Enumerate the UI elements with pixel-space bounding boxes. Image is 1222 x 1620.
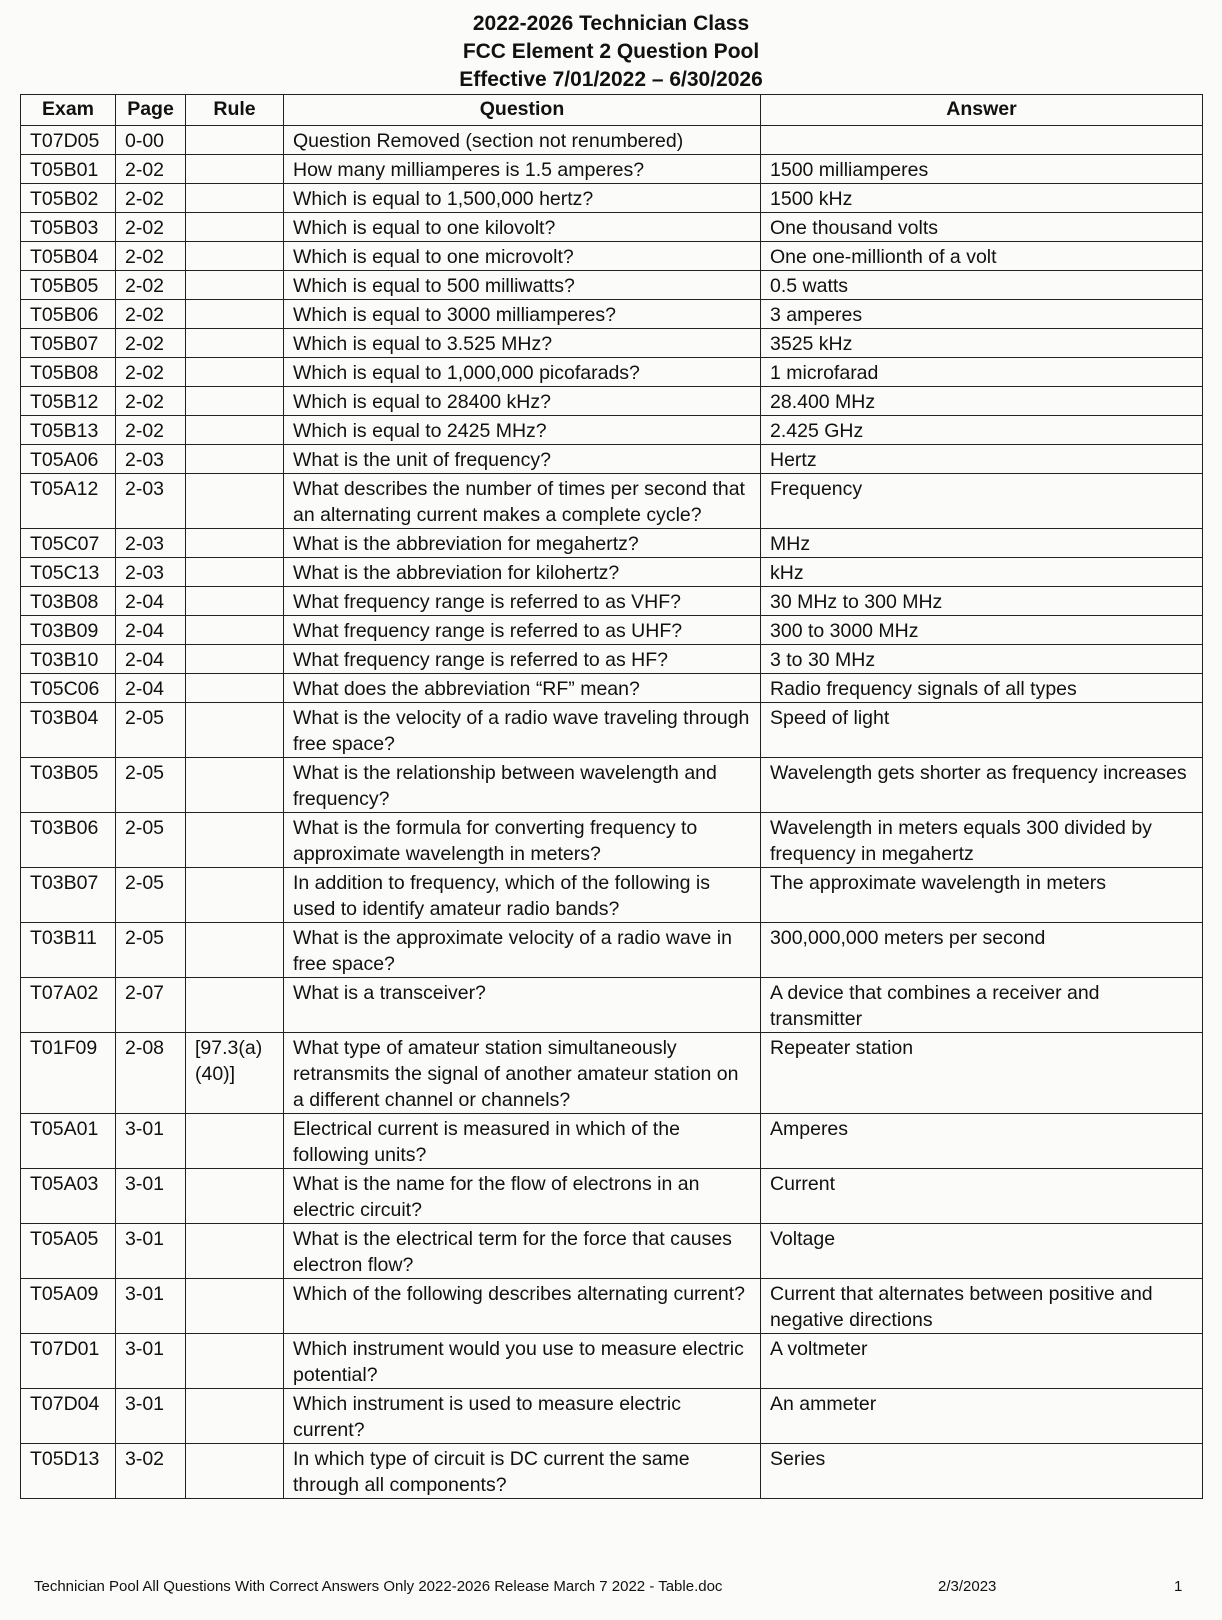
cell-exam: T05A12 bbox=[21, 474, 116, 529]
cell-page: 3-02 bbox=[116, 1444, 186, 1499]
cell-rule bbox=[186, 155, 284, 184]
cell-rule bbox=[186, 529, 284, 558]
header-title: 2022-2026 Technician Class bbox=[472, 12, 750, 35]
cell-answer: 1500 kHz bbox=[761, 184, 1203, 213]
header-effective-dates: Effective 7/01/2022 – 6/30/2026 bbox=[459, 68, 763, 91]
cell-rule bbox=[186, 300, 284, 329]
cell-exam: T03B09 bbox=[21, 616, 116, 645]
cell-exam: T05A05 bbox=[21, 1224, 116, 1279]
cell-question: Which is equal to one microvolt? bbox=[284, 242, 761, 271]
cell-rule bbox=[186, 242, 284, 271]
cell-page: 2-07 bbox=[116, 978, 186, 1033]
cell-exam: T05B03 bbox=[21, 213, 116, 242]
table-row bbox=[21, 1169, 1203, 1224]
cell-exam: T05C13 bbox=[21, 558, 116, 587]
cell-rule bbox=[186, 616, 284, 645]
cell-page: 2-05 bbox=[116, 923, 186, 978]
footer-document-name: Technician Pool All Questions With Correct Answers Only 2022-2026 Release March 7 2022 - Table.doc bbox=[34, 1578, 723, 1595]
cell-question: What is the unit of frequency? bbox=[284, 445, 761, 474]
cell-answer: 1500 milliamperes bbox=[761, 155, 1203, 184]
cell-rule bbox=[186, 213, 284, 242]
cell-question: Which is equal to 3000 milliamperes? bbox=[284, 300, 761, 329]
cell-rule bbox=[186, 184, 284, 213]
table-row bbox=[21, 155, 1203, 184]
cell-page: 2-02 bbox=[116, 329, 186, 358]
cell-exam: T05B08 bbox=[21, 358, 116, 387]
cell-answer: An ammeter bbox=[761, 1389, 1203, 1444]
table-row bbox=[21, 1224, 1203, 1279]
cell-exam: T05D13 bbox=[21, 1444, 116, 1499]
question-pool-table bbox=[20, 94, 1203, 1499]
cell-answer: The approximate wavelength in meters bbox=[761, 868, 1203, 923]
cell-exam: T07D01 bbox=[21, 1334, 116, 1389]
cell-answer: 1 microfarad bbox=[761, 358, 1203, 387]
cell-question: How many milliamperes is 1.5 amperes? bbox=[284, 155, 761, 184]
cell-question: Which is equal to 500 milliwatts? bbox=[284, 271, 761, 300]
cell-question: Question Removed (section not renumbered) bbox=[284, 126, 761, 155]
cell-page: 3-01 bbox=[116, 1114, 186, 1169]
cell-question: Electrical current is measured in which of the following units? bbox=[284, 1114, 761, 1169]
cell-exam: T05B02 bbox=[21, 184, 116, 213]
cell-page: 2-03 bbox=[116, 445, 186, 474]
cell-exam: T05B05 bbox=[21, 271, 116, 300]
cell-answer: 3525 kHz bbox=[761, 329, 1203, 358]
cell-answer: One one-millionth of a volt bbox=[761, 242, 1203, 271]
table-row bbox=[21, 703, 1203, 758]
cell-page: 2-03 bbox=[116, 558, 186, 587]
cell-rule bbox=[186, 1334, 284, 1389]
cell-exam: T03B10 bbox=[21, 645, 116, 674]
cell-page: 2-04 bbox=[116, 616, 186, 645]
cell-question: What is the electrical term for the force that causes electron flow? bbox=[284, 1224, 761, 1279]
cell-question: In which type of circuit is DC current the same through all components? bbox=[284, 1444, 761, 1499]
table-row bbox=[21, 184, 1203, 213]
table-row bbox=[21, 674, 1203, 703]
cell-exam: T07A02 bbox=[21, 978, 116, 1033]
cell-rule bbox=[186, 126, 284, 155]
cell-exam: T03B05 bbox=[21, 758, 116, 813]
cell-answer: 3 to 30 MHz bbox=[761, 645, 1203, 674]
cell-page: 2-02 bbox=[116, 155, 186, 184]
cell-rule bbox=[186, 703, 284, 758]
cell-page: 2-02 bbox=[116, 358, 186, 387]
cell-exam: T05A06 bbox=[21, 445, 116, 474]
column-header-page: Page bbox=[116, 95, 186, 126]
table-row bbox=[21, 271, 1203, 300]
cell-page: 2-05 bbox=[116, 758, 186, 813]
cell-exam: T05A03 bbox=[21, 1169, 116, 1224]
table-row bbox=[21, 758, 1203, 813]
cell-question: What does the abbreviation “RF” mean? bbox=[284, 674, 761, 703]
table-row bbox=[21, 474, 1203, 529]
cell-rule bbox=[186, 813, 284, 868]
cell-rule bbox=[186, 387, 284, 416]
table-row bbox=[21, 445, 1203, 474]
cell-question: Which is equal to 1,500,000 hertz? bbox=[284, 184, 761, 213]
cell-exam: T07D04 bbox=[21, 1389, 116, 1444]
table-row bbox=[21, 1279, 1203, 1334]
cell-answer: 2.425 GHz bbox=[761, 416, 1203, 445]
cell-page: 2-02 bbox=[116, 387, 186, 416]
cell-exam: T03B08 bbox=[21, 587, 116, 616]
cell-answer: A device that combines a receiver and transmitter bbox=[761, 978, 1203, 1033]
cell-page: 2-08 bbox=[116, 1033, 186, 1114]
table-row bbox=[21, 416, 1203, 445]
cell-rule bbox=[186, 1389, 284, 1444]
table-row bbox=[21, 242, 1203, 271]
cell-answer: Speed of light bbox=[761, 703, 1203, 758]
table-row bbox=[21, 1033, 1203, 1114]
cell-exam: T05B07 bbox=[21, 329, 116, 358]
cell-exam: T05B04 bbox=[21, 242, 116, 271]
cell-exam: T05C06 bbox=[21, 674, 116, 703]
cell-rule bbox=[186, 1224, 284, 1279]
cell-rule bbox=[186, 271, 284, 300]
cell-question: In addition to frequency, which of the following is used to identify amateur radio bands? bbox=[284, 868, 761, 923]
cell-answer: Series bbox=[761, 1444, 1203, 1499]
cell-answer: One thousand volts bbox=[761, 213, 1203, 242]
cell-rule bbox=[186, 329, 284, 358]
table-row bbox=[21, 126, 1203, 155]
cell-page: 2-02 bbox=[116, 300, 186, 329]
cell-question: What frequency range is referred to as VHF? bbox=[284, 587, 761, 616]
cell-exam: T07D05 bbox=[21, 126, 116, 155]
cell-rule bbox=[186, 978, 284, 1033]
cell-answer: Repeater station bbox=[761, 1033, 1203, 1114]
cell-rule bbox=[186, 1279, 284, 1334]
page-header bbox=[0, 10, 1222, 94]
cell-rule bbox=[186, 1444, 284, 1499]
cell-question: What type of amateur station simultaneously retransmits the signal of another amateur station on a different channel or channels? bbox=[284, 1033, 761, 1114]
cell-rule bbox=[186, 558, 284, 587]
cell-page: 2-04 bbox=[116, 587, 186, 616]
cell-exam: T03B07 bbox=[21, 868, 116, 923]
table-row bbox=[21, 300, 1203, 329]
table-row bbox=[21, 587, 1203, 616]
cell-page: 2-05 bbox=[116, 813, 186, 868]
header-subtitle: FCC Element 2 Question Pool bbox=[462, 40, 760, 63]
column-header-rule: Rule bbox=[186, 95, 284, 126]
cell-exam: T01F09 bbox=[21, 1033, 116, 1114]
cell-rule bbox=[186, 587, 284, 616]
cell-question: What is the velocity of a radio wave traveling through free space? bbox=[284, 703, 761, 758]
column-header-question: Question bbox=[284, 95, 761, 126]
cell-answer: Current bbox=[761, 1169, 1203, 1224]
cell-page: 2-04 bbox=[116, 674, 186, 703]
cell-exam: T05B01 bbox=[21, 155, 116, 184]
cell-question: Which is equal to one kilovolt? bbox=[284, 213, 761, 242]
table-row bbox=[21, 387, 1203, 416]
cell-answer: A voltmeter bbox=[761, 1334, 1203, 1389]
table-row bbox=[21, 213, 1203, 242]
cell-exam: T05B13 bbox=[21, 416, 116, 445]
cell-answer: Hertz bbox=[761, 445, 1203, 474]
table-row bbox=[21, 1334, 1203, 1389]
cell-rule bbox=[186, 645, 284, 674]
cell-exam: T03B11 bbox=[21, 923, 116, 978]
table-row bbox=[21, 978, 1203, 1033]
cell-page: 2-05 bbox=[116, 703, 186, 758]
cell-page: 2-05 bbox=[116, 868, 186, 923]
cell-answer: Amperes bbox=[761, 1114, 1203, 1169]
cell-answer: MHz bbox=[761, 529, 1203, 558]
cell-question: Which instrument is used to measure electric current? bbox=[284, 1389, 761, 1444]
cell-question: What is the formula for converting frequency to approximate wavelength in meters? bbox=[284, 813, 761, 868]
cell-page: 3-01 bbox=[116, 1279, 186, 1334]
cell-page: 3-01 bbox=[116, 1389, 186, 1444]
cell-page: 2-02 bbox=[116, 242, 186, 271]
cell-rule bbox=[186, 1169, 284, 1224]
cell-page: 3-01 bbox=[116, 1334, 186, 1389]
cell-answer: 300 to 3000 MHz bbox=[761, 616, 1203, 645]
column-header-answer: Answer bbox=[761, 95, 1203, 126]
cell-question: What is the name for the flow of electrons in an electric circuit? bbox=[284, 1169, 761, 1224]
footer-date: 2/3/2023 bbox=[938, 1578, 997, 1595]
cell-question: What frequency range is referred to as HF? bbox=[284, 645, 761, 674]
cell-page: 3-01 bbox=[116, 1224, 186, 1279]
cell-page: 3-01 bbox=[116, 1169, 186, 1224]
cell-exam: T03B06 bbox=[21, 813, 116, 868]
cell-page: 2-04 bbox=[116, 645, 186, 674]
cell-exam: T05C07 bbox=[21, 529, 116, 558]
table-row bbox=[21, 558, 1203, 587]
cell-question: Which is equal to 2425 MHz? bbox=[284, 416, 761, 445]
cell-question: Which instrument would you use to measure electric potential? bbox=[284, 1334, 761, 1389]
table-row bbox=[21, 1444, 1203, 1499]
cell-answer: Wavelength gets shorter as frequency increases bbox=[761, 758, 1203, 813]
table-body bbox=[21, 126, 1203, 1499]
table-row bbox=[21, 329, 1203, 358]
cell-rule bbox=[186, 416, 284, 445]
cell-answer: 0.5 watts bbox=[761, 271, 1203, 300]
cell-exam: T05A09 bbox=[21, 1279, 116, 1334]
table-row bbox=[21, 868, 1203, 923]
cell-rule bbox=[186, 758, 284, 813]
footer-page-number: 1 bbox=[1174, 1578, 1183, 1595]
cell-question: What is a transceiver? bbox=[284, 978, 761, 1033]
cell-question: What is the approximate velocity of a radio wave in free space? bbox=[284, 923, 761, 978]
cell-exam: T05A01 bbox=[21, 1114, 116, 1169]
cell-question: What is the abbreviation for kilohertz? bbox=[284, 558, 761, 587]
cell-rule bbox=[186, 923, 284, 978]
cell-rule bbox=[186, 868, 284, 923]
cell-rule bbox=[186, 1114, 284, 1169]
cell-answer: Radio frequency signals of all types bbox=[761, 674, 1203, 703]
cell-exam: T05B06 bbox=[21, 300, 116, 329]
cell-question: What describes the number of times per second that an alternating current makes a complete cycle? bbox=[284, 474, 761, 529]
cell-page: 2-03 bbox=[116, 529, 186, 558]
table-header-row bbox=[21, 95, 1203, 126]
cell-question: What frequency range is referred to as UHF? bbox=[284, 616, 761, 645]
cell-answer: 300,000,000 meters per second bbox=[761, 923, 1203, 978]
cell-page: 2-02 bbox=[116, 271, 186, 300]
table-row bbox=[21, 923, 1203, 978]
cell-page: 2-02 bbox=[116, 213, 186, 242]
cell-exam: T03B04 bbox=[21, 703, 116, 758]
cell-page: 2-03 bbox=[116, 474, 186, 529]
cell-answer: Current that alternates between positive and negative directions bbox=[761, 1279, 1203, 1334]
cell-answer: Frequency bbox=[761, 474, 1203, 529]
cell-answer: kHz bbox=[761, 558, 1203, 587]
table-row bbox=[21, 616, 1203, 645]
cell-answer bbox=[761, 126, 1203, 155]
cell-question: What is the abbreviation for megahertz? bbox=[284, 529, 761, 558]
table-row bbox=[21, 645, 1203, 674]
cell-rule: [97.3(a)(40)] bbox=[186, 1033, 284, 1114]
column-header-exam: Exam bbox=[21, 95, 116, 126]
cell-rule bbox=[186, 674, 284, 703]
cell-answer: Voltage bbox=[761, 1224, 1203, 1279]
cell-question: Which is equal to 28400 kHz? bbox=[284, 387, 761, 416]
cell-answer: 3 amperes bbox=[761, 300, 1203, 329]
cell-question: Which is equal to 1,000,000 picofarads? bbox=[284, 358, 761, 387]
cell-question: Which of the following describes alternating current? bbox=[284, 1279, 761, 1334]
cell-page: 2-02 bbox=[116, 184, 186, 213]
cell-rule bbox=[186, 358, 284, 387]
cell-question: Which is equal to 3.525 MHz? bbox=[284, 329, 761, 358]
table-row bbox=[21, 1114, 1203, 1169]
table-row bbox=[21, 529, 1203, 558]
cell-question: What is the relationship between wavelength and frequency? bbox=[284, 758, 761, 813]
cell-page: 2-02 bbox=[116, 416, 186, 445]
cell-answer: Wavelength in meters equals 300 divided by frequency in megahertz bbox=[761, 813, 1203, 868]
table-row bbox=[21, 358, 1203, 387]
cell-answer: 30 MHz to 300 MHz bbox=[761, 587, 1203, 616]
cell-exam: T05B12 bbox=[21, 387, 116, 416]
cell-page: 0-00 bbox=[116, 126, 186, 155]
cell-rule bbox=[186, 474, 284, 529]
table-row bbox=[21, 813, 1203, 868]
table-row bbox=[21, 1389, 1203, 1444]
cell-rule bbox=[186, 445, 284, 474]
cell-answer: 28.400 MHz bbox=[761, 387, 1203, 416]
